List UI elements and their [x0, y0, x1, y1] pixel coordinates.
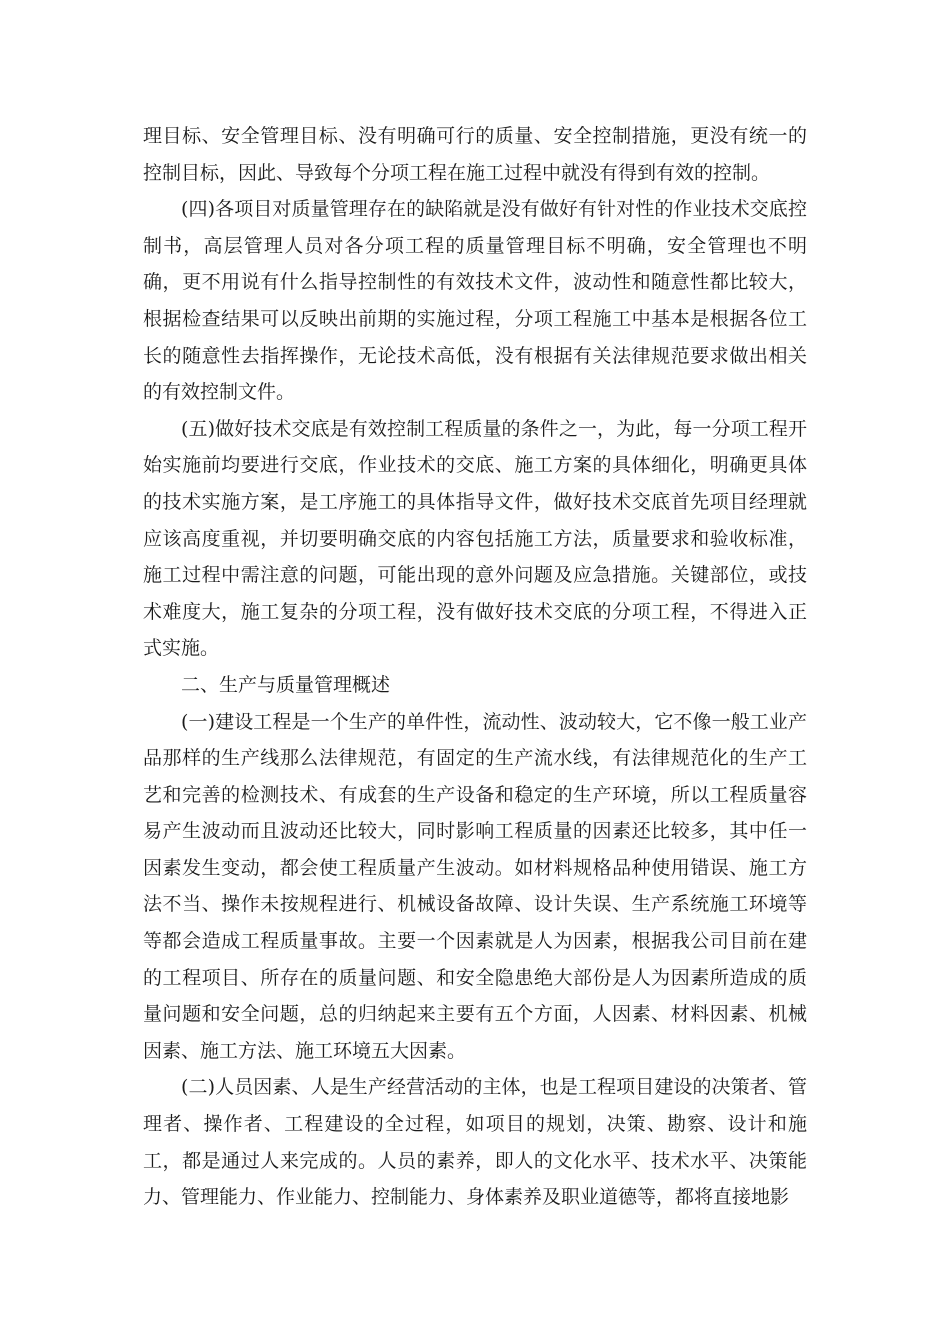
document-body — [143, 118, 807, 1216]
paragraph-continued: 理目标、安全管理目标、没有明确可行的质量、安全控制措施，更没有统一的控制目标，因此、导致每个分项工程在施工过程中就没有得到有效的控制。 — [143, 125, 807, 184]
paragraph-item-one: (一)建设工程是一个生产的单件性，流动性、波动较大，它不像一般工业产品那样的生产线那么法律规范，有固定的生产流水线，有法律规范化的生产工艺和完善的检测技术、有成套的生产设备和稳定的生产环境，所以工程质量容易产生波动而且波动还比较大，同时影响工程质量的因素还比较多，其中任一因素发生变动，都会使工程质量产生波动。如材料规格品种使用错误、施工方法不当、操作未按规程进行、机械设备故障、设计失误、生产系统施工环境等等都会造成工程质量事故。主要一个因素就是人为因素，根据我公司目前在建的工程项目、所存在的质量问题、和安全隐患绝大部份是人为因素所造成的质量问题和安全问题，总的归纳起来主要有五个方面，人因素、材料因素、机械因素、施工方法、施工环境五大因素。 — [143, 710, 807, 1062]
paragraph-item-five: (五)做好技术交底是有效控制工程质量的条件之一，为此，每一分项工程开始实施前均要进行交底，作业技术的交底、施工方案的具体细化，明确更具体的技术实施方案，是工序施工的具体指导文件，做好技术交底首先项目经理就应该高度重视，并切要明确交底的内容包括施工方法，质量要求和验收标准，施工过程中需注意的问题，可能出现的意外问题及应急措施。关键部位，或技术难度大，施工复杂的分项工程，没有做好技术交底的分项工程，不得进入正式实施。 — [143, 417, 807, 660]
section-heading-two: 二、生产与质量管理概述 — [181, 673, 391, 696]
paragraph-item-four: (四)各项目对质量管理存在的缺陷就是没有做好有针对性的作业技术交底控制书，高层管理人员对各分项工程的质量管理目标不明确，安全管理也不明确，更不用说有什么指导控制性的有效技术文件，波动性和随意性都比较大，根据检查结果可以反映出前期的实施过程，分项工程施工中基本是根据各位工长的随意性去指挥操作，无论技术高低，没有根据有关法律规范要求做出相关的有效控制文件。 — [143, 198, 807, 404]
paragraph-item-two: (二)人员因素、人是生产经营活动的主体，也是工程项目建设的决策者、管理者、操作者、工程建设的全过程，如项目的规划，决策、勘察、设计和施工，都是通过人来完成的。人员的素养，即人的文化水平、技术水平、决策能力、管理能力、作业能力、控制能力、身体素养及职业道德等，都将直接地影 — [143, 1076, 807, 1209]
